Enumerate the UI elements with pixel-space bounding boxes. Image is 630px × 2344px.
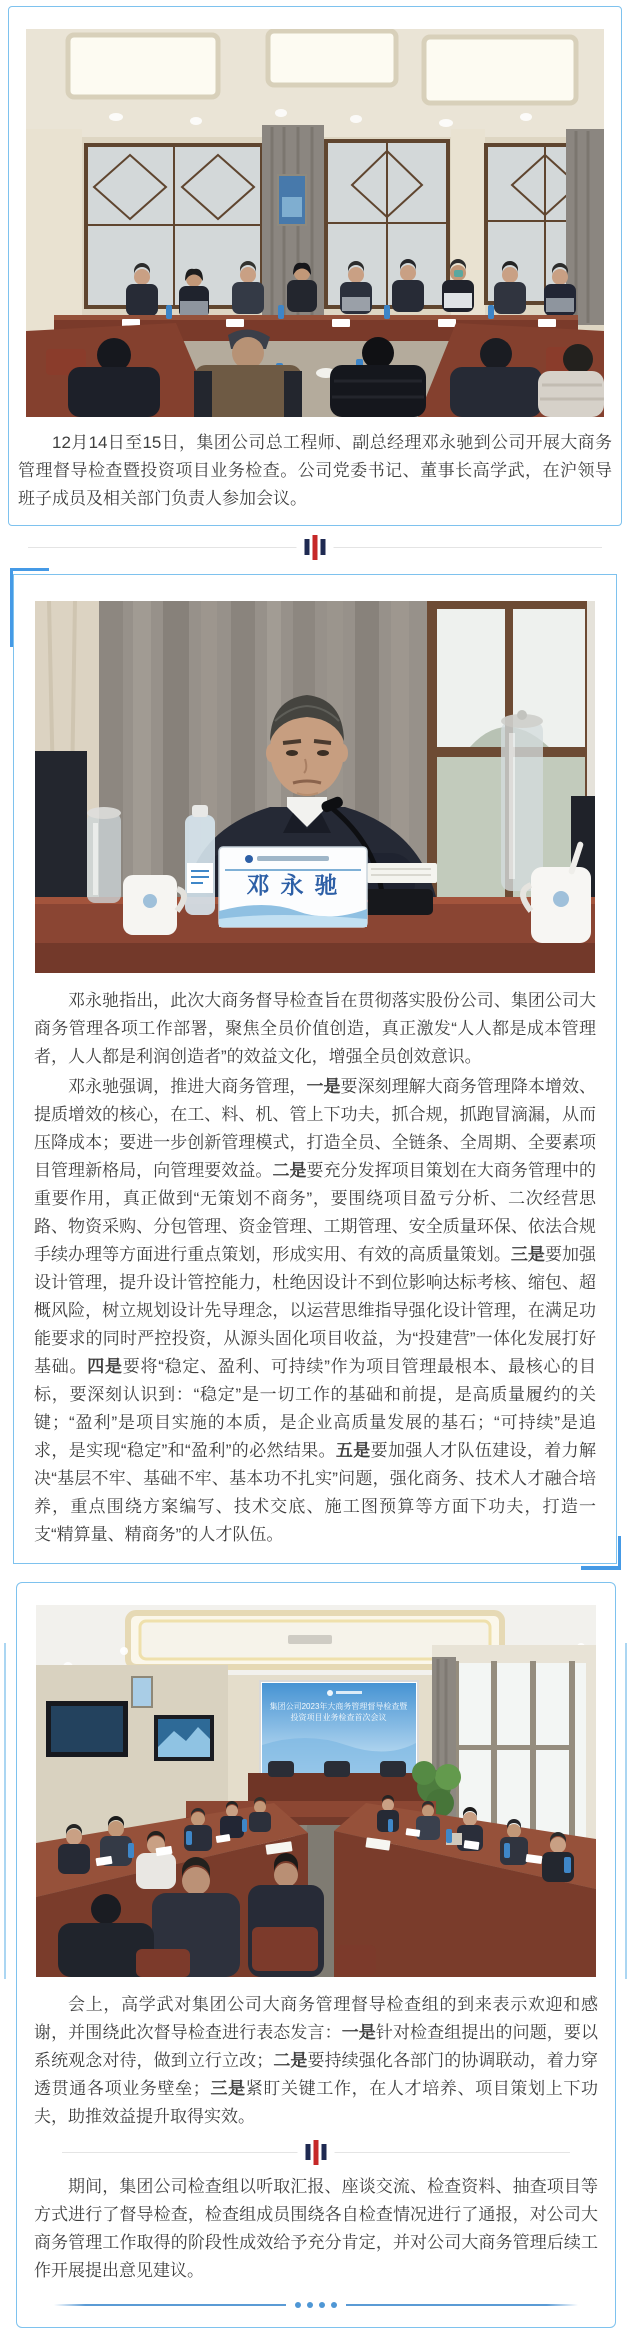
edge-accent-right xyxy=(625,1643,627,1979)
corner-bracket-bottom-right xyxy=(581,1536,621,1570)
screen-line-2: 投资项目业务检查首次会议 xyxy=(290,1713,387,1722)
section-box-1 xyxy=(8,6,622,526)
speaker-photo-graphic xyxy=(35,601,595,973)
intro-paragraph: 12月14日至15日，集团公司总工程师、副总经理邓永驰到公司开展大商务管理督导检查暨投资项目业务检查。公司党委书记、董事长高学武，在沪领导班子成员及相关部门负责人参加会议。 xyxy=(18,433,612,508)
section-box-2 xyxy=(13,574,617,1564)
name-card-label: 邓永驰 xyxy=(246,872,349,898)
edge-accent-left xyxy=(4,1643,6,1979)
end-divider xyxy=(54,2295,578,2315)
divider-bars-icon xyxy=(298,2139,335,2165)
speech-paragraph-2: 邓永驰强调，推进大商务管理，一是要深刻理解大商务管理降本增效、提质增效的核心，在工、料、机、管上下功夫，抓合规，抓跑冒滴漏，从而压降成本；要进一步创新管理模式，打造全员、全链条、全周期、全要素项目管理新格局，向管理要效益。二是要充分发挥项目策划在大商务管理中的重要作用，真正做到“无策划不商务”，要围绕项目盈亏分析、二次经营思路、物资采购、分包管理、资金管理、工期管理、安全质量环保、依法合规手续办理等方面进行重点策划，形成实用、有效的高质量策划。三是要加强设计管理，提升设计管控能力，杜绝因设计不到位影响达标考核、缩包、超概风险，树立规划设计先导理念，以运营思维指导强化设计管理，在满足功能要求的同时严控投资，从源头固化项目收益，为“投建营”一体化发展打好基础。四是要将“稳定、盈利、可持续”作为项目管理最根本、最核心的目标，要深刻认识到：“稳定”是一切工作的基础和前提，是高质量履约的关键；“盈利”是项目实施的本质，是企业高质量发展的基石；“可持续”是追求，是实现“稳定”和“盈利”的必然结果。五是要加强人才队伍建设，着力解决“基层不牢、基础不牢、基本功不扎实”问题，强化商务、技术人才融合培养，重点围绕方案编写、技术交底、施工图预算等方面下功夫，打造一支“精算量、精商务”的人才队伍。 xyxy=(34,1077,597,1544)
bottom-spacer xyxy=(0,2328,630,2344)
meeting-photo-screen[interactable] xyxy=(36,1605,596,1977)
speech-paragraph-1: 邓永驰指出，此次大商务督导检查旨在贯彻落实股份公司、集团公司大商务管理各项工作部署，聚焦全员价值创造，真正激发“人人都是成本管理者，人人都是利润创造者”的效益文化，增强全员创效意识。 xyxy=(34,991,596,1066)
meeting-photo-screen-graphic xyxy=(36,1605,596,1977)
section-divider-2 xyxy=(62,2139,570,2165)
section-divider-1 xyxy=(28,534,602,560)
section-box-3 xyxy=(16,1582,616,2328)
end-divider-dots-icon xyxy=(286,2295,346,2315)
speaker-photo[interactable] xyxy=(35,601,595,973)
response-paragraph: 会上，高学武对集团公司大商务管理督导检查组的到来表示欢迎和感谢，并围绕此次督导检查进行表态发言：一是针对检查组提出的问题，要以系统观念对待，做到立行立改；二是要持续强化各部门的协调联动，着力穿透贯通各项业务壁垒；三是紧盯关键工作，在人才培养、项目策划上下功夫，助推效益提升取得实效。 xyxy=(34,1995,599,2126)
meeting-photo-wide[interactable] xyxy=(26,29,604,417)
meeting-photo-wide-graphic xyxy=(26,29,604,417)
divider-bars-icon xyxy=(297,534,334,560)
projection-screen-text xyxy=(261,1701,416,1723)
closing-paragraph: 期间，集团公司检查组以听取汇报、座谈交流、检查资料、抽查项目等方式进行了督导检查，检查组成员围绕各自检查情况进行了通报，对公司大商务管理工作取得的阶段性成效给予充分肯定，并对公司大商务管理后续工作开展提出意见建议。 xyxy=(34,2177,598,2280)
screen-line-1: 集团公司2023年大商务管理督导检查暨 xyxy=(269,1702,408,1711)
